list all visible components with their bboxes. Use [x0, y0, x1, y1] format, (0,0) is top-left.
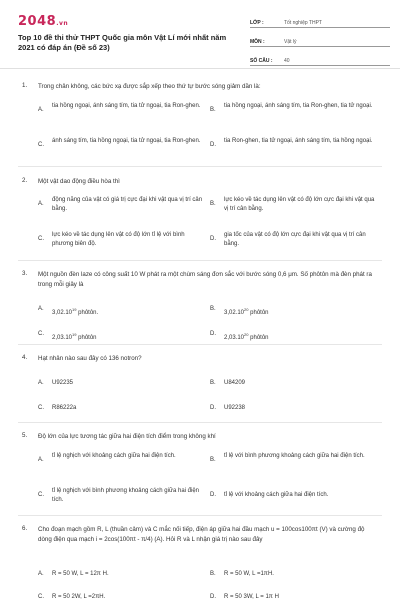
- question-divider: [18, 260, 382, 261]
- logo-main-text: 2048: [18, 14, 57, 29]
- meta-row-class: [250, 13, 390, 28]
- question-divider: [18, 166, 382, 167]
- option-letter: A.: [38, 107, 44, 113]
- option-text: R = 50 W, L = 12π H.: [52, 571, 109, 577]
- question-number: 1.: [22, 82, 28, 89]
- option-letter: A.: [38, 201, 44, 207]
- option-letter: B.: [210, 380, 216, 386]
- option-text: lực kéo về tác dụng lên vật có độ lớn tỉ lệ với bình phương biên độ.: [52, 232, 185, 247]
- option-value-base: 3,02.10: [52, 310, 73, 316]
- option-d[interactable]: [210, 137, 379, 150]
- option-c[interactable]: [38, 330, 207, 343]
- option-value-unit: phôtôn: [248, 310, 269, 316]
- option-letter: B.: [210, 571, 216, 577]
- option-letter: D.: [210, 405, 216, 411]
- question-text: Hạt nhân nào sau đây có 136 notron?: [38, 355, 142, 362]
- option-d[interactable]: [210, 404, 379, 413]
- option-b[interactable]: [210, 570, 379, 579]
- option-text: R86222a: [52, 405, 77, 411]
- option-value-unit: phôtôn: [76, 335, 97, 341]
- option-letter: A.: [38, 380, 44, 386]
- option-letter: D.: [210, 331, 216, 337]
- option-value-unit: phôtôn: [248, 335, 269, 341]
- meta-label: SỐ CÂU :: [250, 58, 273, 64]
- option-c[interactable]: [38, 593, 207, 600]
- option-letter: B.: [210, 457, 216, 463]
- logo-suffix-text: .vn: [56, 20, 69, 27]
- option-value-exponent: 20: [244, 307, 249, 312]
- option-letter: A.: [38, 457, 44, 463]
- option-text: tia Ron-ghen, tia tử ngoại, ánh sáng tím, tia hồng ngoại.: [224, 138, 373, 144]
- meta-value: Tốt nghiệp THPT: [284, 20, 322, 26]
- header-divider: [0, 68, 400, 69]
- option-c[interactable]: [38, 137, 207, 150]
- option-text: R = 50 3W, L = 1π H: [224, 594, 279, 600]
- document-title: Top 10 đề thi thử THPT Quốc gia môn Vật Lí mới nhất năm 2021 có đáp án (Đề số 23): [18, 33, 227, 52]
- option-b[interactable]: [210, 196, 379, 214]
- option-a[interactable]: [38, 196, 207, 214]
- question-divider: [18, 422, 382, 423]
- option-text: tia hồng ngoại, ánh sáng tím, tia Ron-ghen, tia tử ngoại.: [224, 103, 373, 109]
- option-letter: A.: [38, 306, 44, 312]
- question-text: Độ lớn của lực tương tác giữa hai điện tích điểm trong không khí: [38, 433, 216, 440]
- option-letter: C.: [38, 236, 44, 242]
- option-text: U84209: [224, 380, 246, 386]
- option-a[interactable]: [38, 379, 207, 388]
- option-letter: B.: [210, 201, 216, 207]
- option-a[interactable]: [38, 452, 207, 465]
- document-header: [0, 0, 400, 64]
- option-value-base: 2,03.10: [52, 335, 73, 341]
- option-text: R = 50 2W, L =2πH.: [52, 594, 106, 600]
- question-number: 3.: [22, 270, 28, 277]
- option-letter: C.: [38, 594, 44, 600]
- question-text: Một vật dao động điều hòa thì: [38, 178, 120, 185]
- meta-label: LỚP :: [250, 20, 264, 26]
- option-text: tia hồng ngoại, ánh sáng tím, tia tử ngoại, tia Ron-ghen.: [52, 103, 201, 109]
- option-b[interactable]: [210, 305, 379, 318]
- document-meta: [250, 13, 390, 70]
- option-letter: D.: [210, 594, 216, 600]
- option-letter: C.: [38, 405, 44, 411]
- option-b[interactable]: [210, 102, 379, 115]
- option-a[interactable]: [38, 102, 207, 115]
- option-value-base: 2,03.10: [224, 335, 245, 341]
- option-a[interactable]: [38, 305, 207, 318]
- option-text: tỉ lệ với khoảng cách giữa hai điện tích.: [224, 492, 329, 498]
- option-c[interactable]: [38, 231, 207, 249]
- question-number: 5.: [22, 432, 28, 439]
- option-letter: D.: [210, 142, 216, 148]
- option-d[interactable]: [210, 330, 379, 343]
- meta-value: Vật lý: [284, 39, 297, 45]
- question-divider: [18, 515, 382, 516]
- option-text: U92235: [52, 380, 74, 386]
- question-text: Cho đoạn mạch gồm R, L (thuần cảm) và C mắc nối tiếp, điện áp giữa hai đầu mạch u = 100cos100πt (V) và cường độ dòng điện qua mạch i = 2cos(100πt - π/4) (A). Hỏi R và L nhận giá trị nào sau đây: [38, 526, 365, 543]
- meta-label: MÔN :: [250, 39, 265, 45]
- option-a[interactable]: [38, 570, 207, 579]
- question-number: 4.: [22, 354, 28, 361]
- option-letter: D.: [210, 236, 216, 242]
- option-text: tỉ lệ nghịch với bình phương khoảng cách giữa hai điện tích.: [52, 488, 199, 503]
- option-d[interactable]: [210, 593, 379, 600]
- option-text: U92238: [224, 405, 246, 411]
- option-text: tỉ lệ nghịch với khoảng cách giữa hai điện tích.: [52, 453, 176, 459]
- option-value-exponent: 19: [72, 307, 77, 312]
- question-divider: [18, 344, 382, 345]
- option-letter: B.: [210, 107, 216, 113]
- option-value-unit: phôtôn.: [76, 310, 99, 316]
- option-text: R = 50 W, L =1πH.: [224, 571, 274, 577]
- option-letter: D.: [210, 492, 216, 498]
- option-letter: C.: [38, 331, 44, 337]
- option-value-exponent: 20: [244, 332, 249, 337]
- question-text: Trong chân không, các bức xạ được sắp xếp theo thứ tự bước sóng giảm dần là:: [38, 83, 261, 90]
- option-text: gia tốc của vật có độ lớn cực đại khi vật qua vị trí cân bằng.: [224, 232, 366, 247]
- option-c[interactable]: [38, 487, 207, 505]
- meta-row-subject: [250, 32, 390, 47]
- question-text: Một nguồn đèn laze có công suất 10 W phát ra một chùm sáng đơn sắc với bước sóng 0,6 μm. Số phôtôn mà đèn phát ra trong mỗi giây là: [38, 271, 372, 288]
- site-logo[interactable]: [18, 14, 68, 29]
- option-letter: C.: [38, 142, 44, 148]
- option-b[interactable]: [210, 379, 379, 388]
- meta-row-question-count: [250, 51, 390, 66]
- option-letter: B.: [210, 306, 216, 312]
- option-value-base: 3,02.10: [224, 310, 245, 316]
- option-text: lực kéo về tác dụng lên vật có độ lớn cực đại khi vật qua vị trí cân bằng.: [224, 197, 375, 212]
- option-value-exponent: 19: [72, 332, 77, 337]
- question-number: 6.: [22, 525, 28, 532]
- question-number: 2.: [22, 177, 28, 184]
- option-text: ánh sáng tím, tia hồng ngoại, tia tử ngoại, tia Ron-ghen.: [52, 138, 201, 144]
- option-letter: A.: [38, 571, 44, 577]
- option-b[interactable]: [210, 452, 379, 465]
- option-text: động năng của vật có giá trị cực đại khi vật qua vị trí cân bằng.: [52, 197, 203, 212]
- meta-value: 40: [284, 58, 290, 64]
- option-d[interactable]: [210, 231, 379, 249]
- option-letter: C.: [38, 492, 44, 498]
- option-d[interactable]: [210, 491, 389, 500]
- option-c[interactable]: [38, 404, 207, 413]
- option-text: tỉ lệ với bình phương khoảng cách giữa hai điện tích.: [224, 453, 365, 459]
